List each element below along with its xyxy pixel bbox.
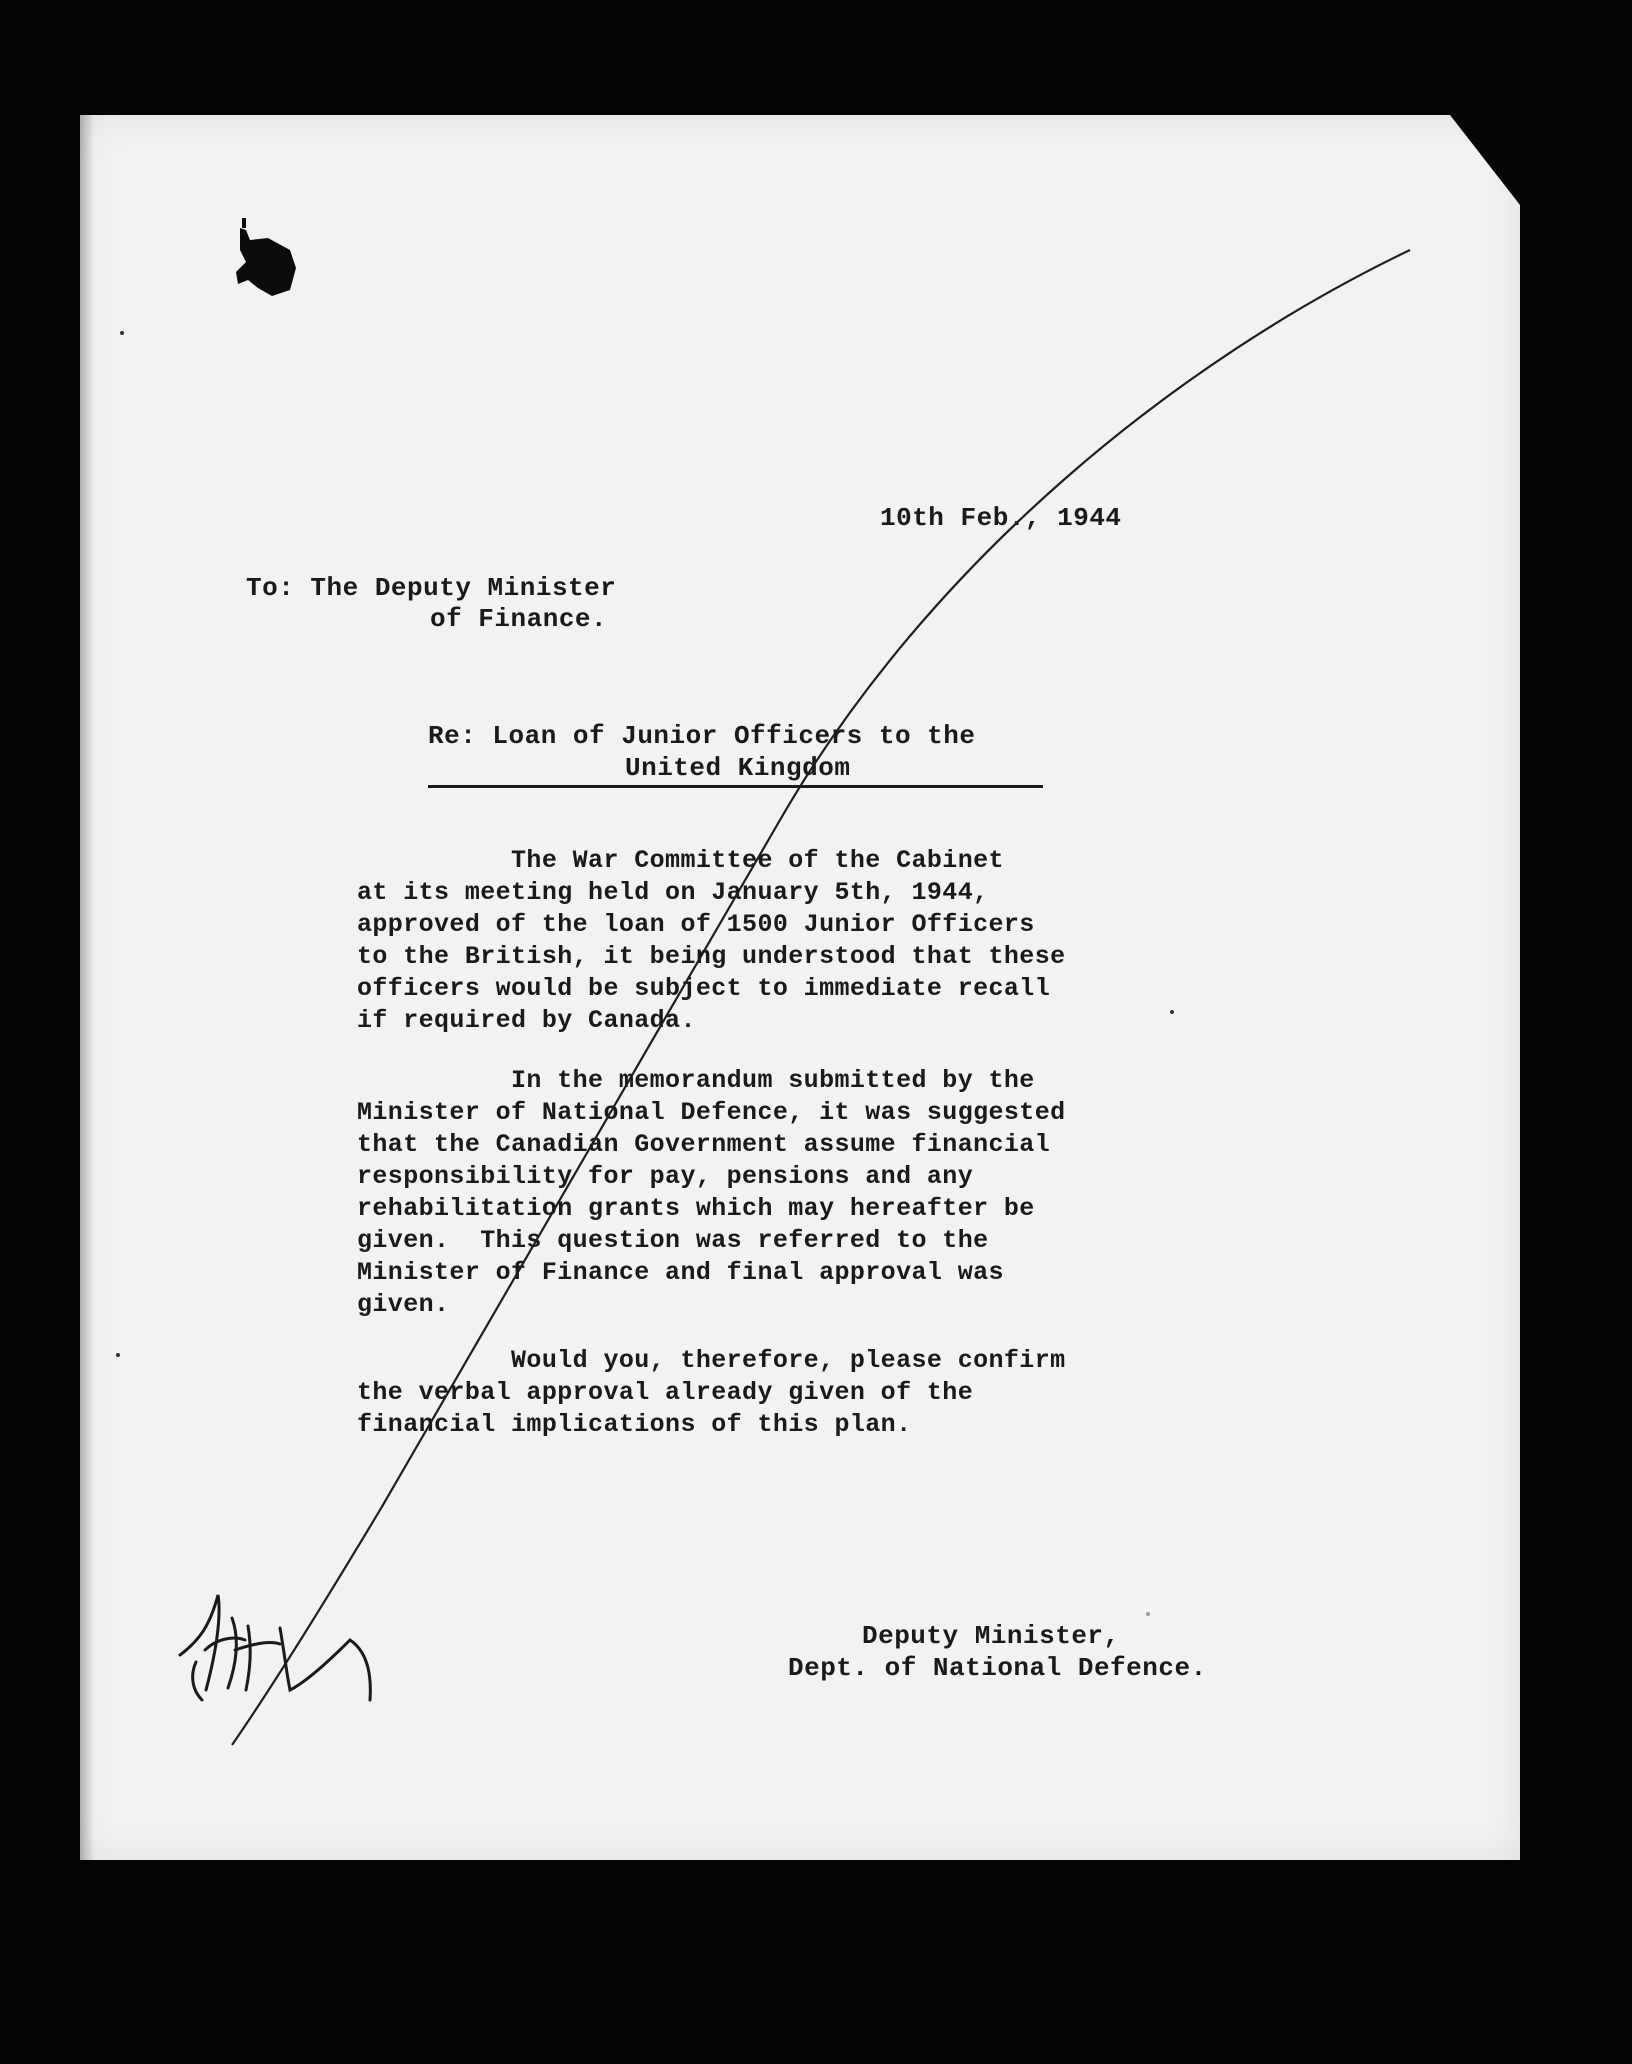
signature-title: Deputy Minister, (862, 1621, 1120, 1651)
signature-department: Dept. of National Defence. (788, 1653, 1207, 1683)
body-paragraph-2: In the memorandum submitted by the Minister of National Defence, it was suggested that the Canadian Government assume financial responsibility for pay, pensions and any rehabilitation grants which may hereafter be given. This question was referred to the Minister of Finance and final approval was given. (357, 1066, 1066, 1319)
paper-edge-shadow (80, 115, 94, 1860)
body-paragraph-3: Would you, therefore, please confirm the verbal approval already given of the financial implications of this plan. (357, 1346, 1066, 1439)
recipient-line-2: of Finance. (430, 604, 608, 634)
subject-line-2: United Kingdom (625, 753, 851, 783)
subject-line-1: Re: Loan of Junior Officers to the (428, 721, 976, 751)
subject-underline (428, 785, 1043, 788)
recipient-line-1: To: The Deputy Minister (246, 573, 617, 603)
body-paragraph-1: The War Committee of the Cabinet at its meeting held on January 5th, 1944, approved of the loan of 1500 Junior Officers to the British, it being understood that these officers would be subject to immediate recall if required by Canada. (357, 846, 1066, 1035)
letter-date: 10th Feb., 1944 (880, 503, 1122, 533)
